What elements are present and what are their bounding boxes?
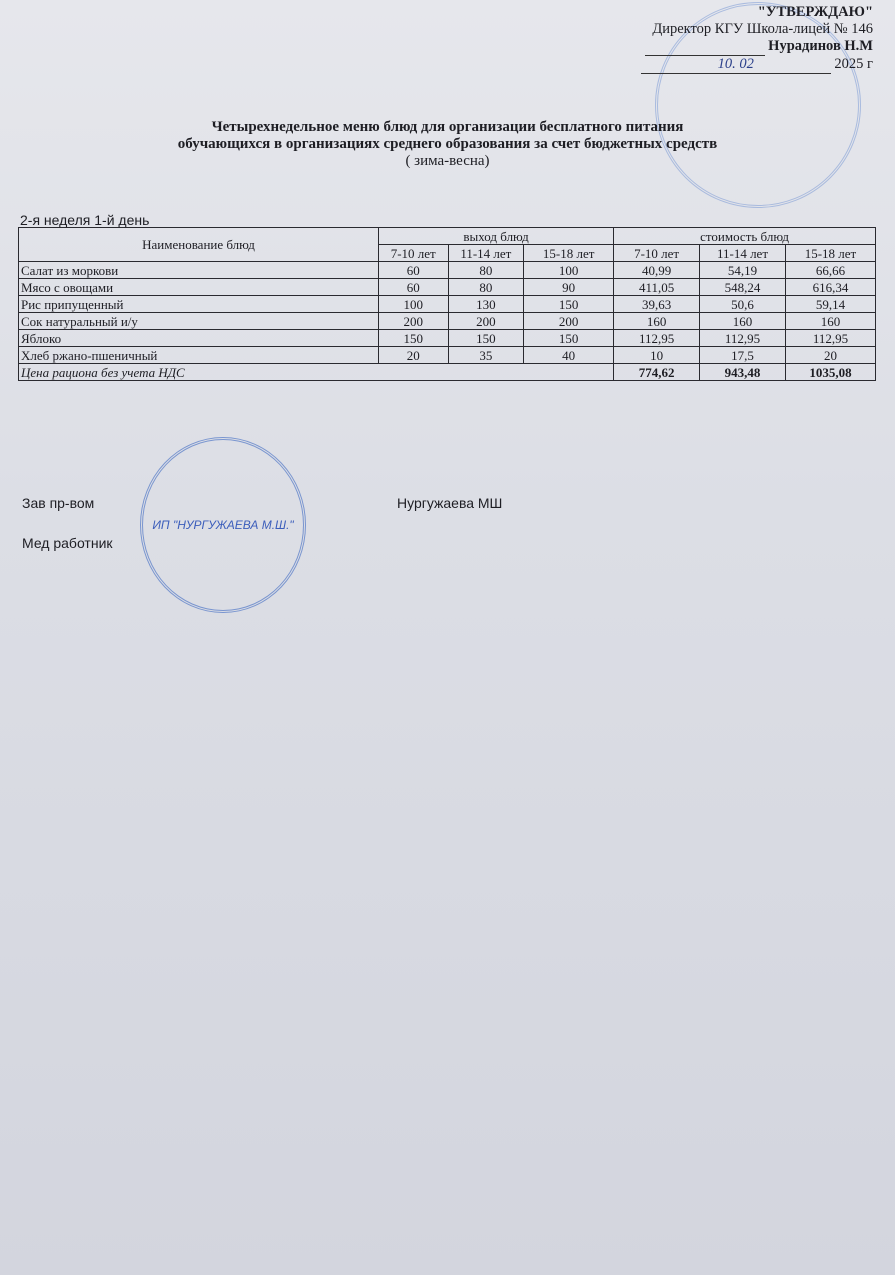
production-head-name: Нургужаева МШ xyxy=(397,495,503,511)
approval-date-month: 02 xyxy=(739,56,754,72)
approval-name: Нурадинов Н.М xyxy=(768,38,873,54)
medic-label: Мед работник xyxy=(22,535,113,551)
yield-cell: 40 xyxy=(524,347,614,364)
stamp-text: ИП "НУРГУЖАЕВА М.Ш." xyxy=(152,518,294,532)
cost-cell: 160 xyxy=(785,313,875,330)
header-cost-age: 11-14 лет xyxy=(700,245,786,262)
cost-cell: 17,5 xyxy=(700,347,786,364)
yield-cell: 200 xyxy=(524,313,614,330)
dish-name: Хлеб ржано-пшеничный xyxy=(19,347,379,364)
table-row xyxy=(19,313,876,330)
total-cost-cell: 774,62 xyxy=(614,364,700,381)
dish-name: Рис припущенный xyxy=(19,296,379,313)
header-yield-age: 11-14 лет xyxy=(448,245,524,262)
header-cost-group: стоимость блюд xyxy=(614,228,876,245)
yield-cell: 20 xyxy=(378,347,448,364)
signature-line xyxy=(645,38,765,56)
approval-date-line: 10. 02 xyxy=(641,56,831,74)
header-cost-age: 7-10 лет xyxy=(614,245,700,262)
entrepreneur-stamp xyxy=(140,437,306,613)
yield-cell: 130 xyxy=(448,296,524,313)
title-line-2: обучающихся в организациях среднего образования за счет бюджетных средств xyxy=(177,136,718,152)
table-row xyxy=(19,330,876,347)
cost-cell: 112,95 xyxy=(785,330,875,347)
yield-cell: 200 xyxy=(448,313,524,330)
yield-cell: 35 xyxy=(448,347,524,364)
yield-cell: 200 xyxy=(378,313,448,330)
cost-cell: 10 xyxy=(614,347,700,364)
yield-cell: 100 xyxy=(378,296,448,313)
total-cost-cell: 943,48 xyxy=(700,364,786,381)
cost-cell: 112,95 xyxy=(700,330,786,347)
cost-cell: 411,05 xyxy=(614,279,700,296)
yield-cell: 150 xyxy=(524,296,614,313)
yield-cell: 90 xyxy=(524,279,614,296)
cost-cell: 50,6 xyxy=(700,296,786,313)
document-title xyxy=(0,119,895,170)
yield-cell: 150 xyxy=(524,330,614,347)
dish-name: Мясо с овощами xyxy=(19,279,379,296)
header-yield-age: 15-18 лет xyxy=(524,245,614,262)
cost-cell: 54,19 xyxy=(700,262,786,279)
cost-cell: 59,14 xyxy=(785,296,875,313)
header-yield-group: выход блюд xyxy=(378,228,613,245)
approval-heading: "УТВЕРЖДАЮ" xyxy=(757,4,873,20)
table-row xyxy=(19,347,876,364)
title-line-1: Четырехнедельное меню блюд для организации бесплатного питания xyxy=(211,119,684,135)
approval-date-year: 2025 г xyxy=(834,56,873,72)
cost-cell: 160 xyxy=(614,313,700,330)
total-label: Цена рациона без учета НДС xyxy=(19,364,614,381)
table-row xyxy=(19,296,876,313)
cost-cell: 20 xyxy=(785,347,875,364)
yield-cell: 150 xyxy=(378,330,448,347)
approval-position: Директор КГУ Школа-лицей № 146 xyxy=(652,21,873,37)
table-header-row xyxy=(19,228,876,245)
yield-cell: 60 xyxy=(378,262,448,279)
cost-cell: 66,66 xyxy=(785,262,875,279)
yield-cell: 80 xyxy=(448,279,524,296)
production-head-label: Зав пр-вом xyxy=(22,495,95,511)
header-dish-name: Наименование блюд xyxy=(19,228,379,262)
yield-cell: 80 xyxy=(448,262,524,279)
cost-cell: 40,99 xyxy=(614,262,700,279)
yield-cell: 150 xyxy=(448,330,524,347)
day-label: 2-я неделя 1-й день xyxy=(20,212,150,228)
menu-table xyxy=(18,227,876,381)
header-yield-age: 7-10 лет xyxy=(378,245,448,262)
dish-name: Салат из моркови xyxy=(19,262,379,279)
total-cost-cell: 1035,08 xyxy=(785,364,875,381)
yield-cell: 100 xyxy=(524,262,614,279)
table-row xyxy=(19,279,876,296)
table-row xyxy=(19,262,876,279)
approval-block xyxy=(613,4,873,74)
dish-name: Яблоко xyxy=(19,330,379,347)
approval-date-day: 10 xyxy=(717,56,733,72)
cost-cell: 616,34 xyxy=(785,279,875,296)
dish-name: Сок натуральный и/у xyxy=(19,313,379,330)
cost-cell: 39,63 xyxy=(614,296,700,313)
cost-cell: 112,95 xyxy=(614,330,700,347)
cost-cell: 160 xyxy=(700,313,786,330)
yield-cell: 60 xyxy=(378,279,448,296)
title-season: ( зима-весна) xyxy=(405,153,490,169)
header-cost-age: 15-18 лет xyxy=(785,245,875,262)
cost-cell: 548,24 xyxy=(700,279,786,296)
table-total-row xyxy=(19,364,876,381)
